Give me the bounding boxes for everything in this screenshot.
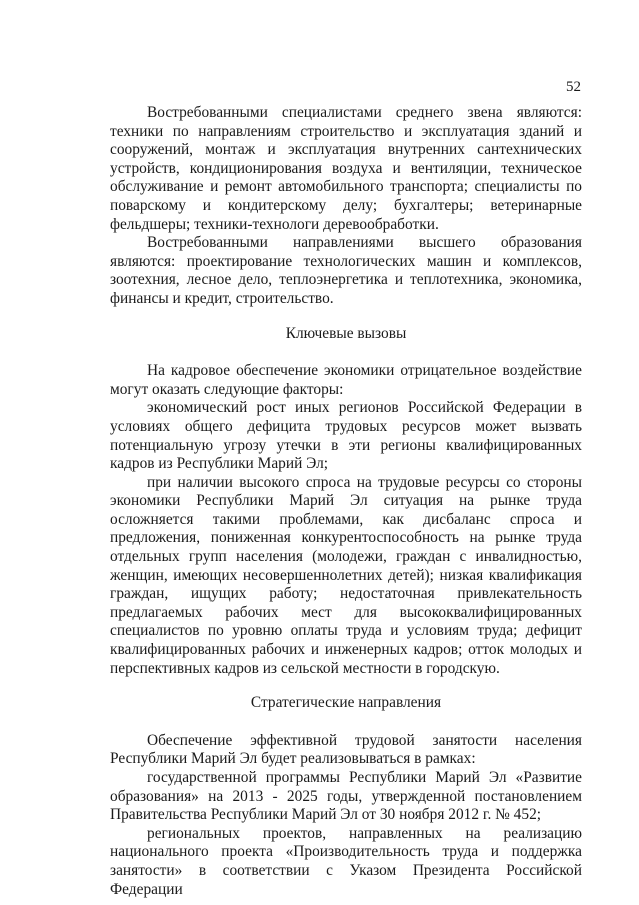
- paragraph-factor-labor-market-problems: при наличии высокого спроса на трудовые ресурсы со стороны экономики Республики Марий Эл ситуация на рынке труда осложняется такими проблемами, как дисбаланс спроса и предложения, пониженная конкурентоспособность на рынке труда отдельных групп населения (молодежи, граждан с инвалидностью, женщин, имеющих несовершеннолетних детей); низкая квалификация граждан, ищущих работу; недостаточная привлекательность предлагаемых рабочих мест для высококвалифицированных специалистов по уровню оплаты труда и условиям труда; дефицит квалифицированных рабочих и инженерных кадров; отток молодых и перспективных кадров из сельской местности в городскую.: [110, 473, 582, 677]
- section-heading-strategic-directions: Стратегические направления: [250, 694, 442, 712]
- paragraph-in-demand-higher-education: Востребованными направлениями высшего образования являются: проектирование технологических машин и комплексов, зоотехния, лесное дело, теплоэнергетика и теплотехника, экономика, финансы и кредит, строительство.: [110, 234, 582, 307]
- paragraph-regional-projects: региональных проектов, направленных на реализацию национального проекта «Производительность труда и поддержка занятости» в соответствии с Указом Президента Российской Федерации: [110, 824, 582, 898]
- paragraph-state-program: государственной программы Республики Марий Эл «Развитие образования» на 2013 - 2025 годы, утвержденной постановлением Правительства Республики Марий Эл от 30 ноября 2012 г. № 452;: [110, 769, 582, 824]
- section-heading-key-challenges: Ключевые вызовы: [285, 324, 407, 342]
- document-body: [110, 104, 582, 899]
- paragraph-employment-framework: Обеспечение эффективной трудовой занятости населения Республики Марий Эл будет реализовываться в рамках:: [110, 731, 582, 768]
- page-number: 52: [566, 79, 581, 95]
- paragraph-in-demand-specialists: Востребованными специалистами среднего звена являются: техники по направлениям строительство и эксплуатация зданий и сооружений, монтаж и эксплуатация внутренних сантехнических устройств, кондиционирования воздуха и вентиляции, техническое обслуживание и ремонт автомобильного транспорта; специалисты по поварскому и кондитерскому делу; бухгалтеры; ветеринарные фельдшеры; техники-технологи деревообработки.: [110, 104, 582, 233]
- paragraph-factor-regional-growth: экономический рост иных регионов Российской Федерации в условиях общего дефицита трудовых ресурсов может вызвать потенциальную угрозу утечки в эти регионы квалифицированных кадров из Республики Марий Эл;: [110, 399, 582, 473]
- paragraph-negative-factors-intro: На кадровое обеспечение экономики отрицательное воздействие могут оказать следующие факторы:: [110, 362, 582, 398]
